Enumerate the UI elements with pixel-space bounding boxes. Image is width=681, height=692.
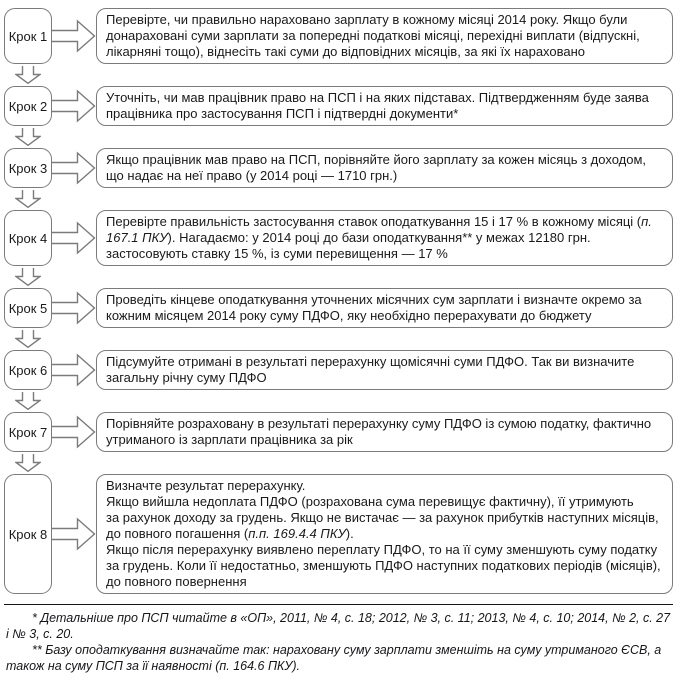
step-row (4, 86, 673, 126)
step-column (4, 148, 52, 188)
connector (52, 86, 96, 126)
step-box (4, 148, 52, 188)
step-label: Крок 8 (8, 526, 48, 542)
step-box (4, 474, 52, 594)
step-text: Підсумуйте отримані в результаті перерахунку щомісячні суми ПДФО. Так ви визначите загальну річну суму ПДФО (106, 354, 635, 385)
right-arrow-icon (52, 414, 96, 450)
right-arrow-icon (52, 18, 96, 54)
step-text: Якщо працівник мав право на ПСП, порівняйте його зарплату за кожен місяць з доходом, що надає на неї право (у 2014 році — 1710 грн.) (106, 152, 647, 183)
connector (52, 350, 96, 390)
connector (52, 474, 96, 594)
down-arrow-icon (15, 128, 41, 146)
step-row (4, 474, 673, 594)
step-row (4, 8, 673, 64)
step-text-box (96, 148, 673, 188)
down-arrow-icon (15, 454, 41, 472)
step-row (4, 148, 673, 188)
right-arrow-icon (52, 220, 96, 256)
connector (52, 210, 96, 266)
step-column (4, 288, 52, 328)
step-text-box (96, 474, 673, 594)
connector (52, 412, 96, 452)
step-label: Крок 5 (8, 300, 48, 316)
step-text-box (96, 86, 673, 126)
connector (52, 288, 96, 328)
footnote: ** Базу оподаткування визначайте так: нараховану суму зарплати зменшіть на суму утриманого ЄСВ, а також на суму ПСП за її наявності (п. 164.6 ПКУ). (6, 643, 662, 673)
step-row (4, 350, 673, 390)
connector (52, 8, 96, 64)
step-label: Крок 6 (8, 362, 48, 378)
step-text: Уточніть, чи мав працівник право на ПСП і на яких підставах. Підтвердженням буде заява працівника про застосування ПСП і підтвердні документи* (106, 90, 649, 121)
right-arrow-icon (52, 88, 96, 124)
step-text-box (96, 288, 673, 328)
step-text-box (96, 412, 673, 452)
step-box (4, 288, 52, 328)
step-row (4, 412, 673, 452)
step-text-box (96, 8, 673, 64)
step-column (4, 8, 52, 64)
step-text: Проведіть кінцеве оподаткування уточнених місячних сум зарплати і визначте окремо за кожним місяцем 2014 року суму ПДФО, яку необхідно перерахувати до бюджету (106, 292, 642, 323)
right-arrow-icon (52, 516, 96, 552)
step-label: Крок 2 (8, 98, 48, 114)
down-arrow-icon (15, 392, 41, 410)
down-arrow-icon (15, 330, 41, 348)
flowchart (4, 8, 673, 594)
step-column (4, 474, 52, 594)
step-label: Крок 4 (8, 230, 48, 246)
step-box (4, 8, 52, 64)
step-row (4, 210, 673, 266)
connector (52, 148, 96, 188)
footnotes (4, 604, 673, 674)
down-arrow-icon (15, 268, 41, 286)
step-label: Крок 1 (8, 28, 48, 44)
step-box (4, 412, 52, 452)
footnote: * Детальніше про ПСП читайте в «ОП», 2011, № 4, с. 18; 2012, № 3, с. 11; 2013, № 4, с. 10; 2014, № 2, с. 27 і № 3, с. 20. (6, 611, 671, 641)
step-box (4, 350, 52, 390)
step-box (4, 210, 52, 266)
step-row (4, 288, 673, 328)
step-text: Визначте результат перерахунку. Якщо вийшла недоплата ПДФО (розрахована сума перевищує фактичну), її утримують за рахунок доходу за грудень. Якщо не вистачає — за рахунок прибутків наступних місяців, до повного погашення (п.п. 169.4.4 ПКУ). Якщо після перерахунку виявлено переплату ПДФО, то на її суму зменшують суму податку за грудень. Коли її недостатньо, зменшують ПДФО наступних податкових періодів (місяців), до повного повернення (106, 478, 661, 589)
step-text-box (96, 350, 673, 390)
right-arrow-icon (52, 352, 96, 388)
step-box (4, 86, 52, 126)
right-arrow-icon (52, 290, 96, 326)
down-arrow-icon (15, 190, 41, 208)
down-arrow-icon (15, 66, 41, 84)
step-text: Порівняйте розраховану в результаті перерахунку суму ПДФО із сумою податку, фактично утриманого із зарплати працівника за рік (106, 416, 652, 447)
step-column (4, 412, 52, 452)
step-text: Перевірте правильність застосування ставок оподаткування 15 і 17 % в кожному місяці (п. 167.1 ПКУ). Нагадаємо: у 2014 році до бази оподаткування** у межах 12180 грн. застосовують ставку 15 %, із суми перевищення — 17 % (106, 214, 652, 261)
right-arrow-icon (52, 150, 96, 186)
step-column (4, 350, 52, 390)
step-text-box (96, 210, 673, 266)
step-column (4, 86, 52, 126)
step-column (4, 210, 52, 266)
step-label: Крок 3 (8, 160, 48, 176)
step-label: Крок 7 (8, 424, 48, 440)
step-text: Перевірте, чи правильно нараховано зарплату в кожному місяці 2014 року. Якщо були донараховані суми зарплати за попередні податкові місяці, перехідні виплати (відпускні, лікарняні тощо), віднесіть такі суми до відповідних місяців, за які їх нараховано (106, 12, 640, 59)
